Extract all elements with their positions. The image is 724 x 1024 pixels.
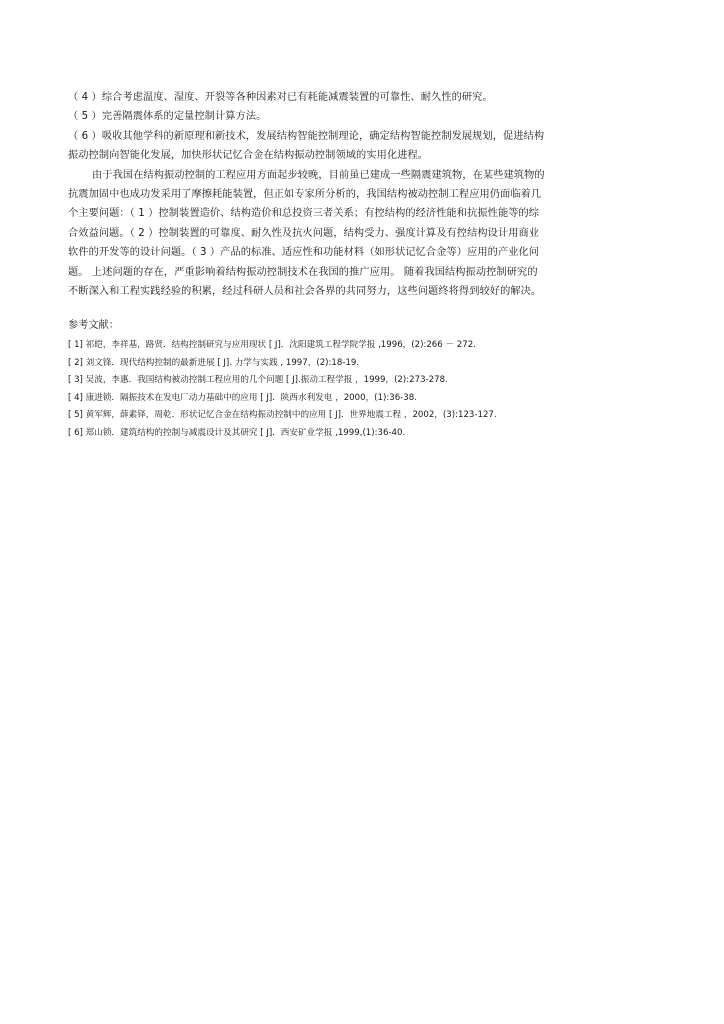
references-list: [68, 337, 644, 443]
reference-item: [ 4] 康进锁．隔振技术在发电厂动力基础中的应用 [ J]．陕西水利发电 ，2000，(1):36-38.: [68, 392, 417, 403]
body-line: 由于我国在结构振动控制的工程应用方面起步较晚，目前虽已建成一些隔震建筑物，在某些建筑物的: [92, 169, 545, 181]
reference-item: [ 5] 黄军辉，薛素铎，周乾．形状记忆合金在结构振动控制中的应用 [ J]．世界地震工程 ，2002，(3):123-127.: [68, 410, 497, 421]
references-heading: 参考文献：: [68, 320, 119, 331]
body-line: （ 4 ）综合考虑温度、湿度、开裂等各种因素对已有耗能减震装置的可靠性、耐久性的研究。: [68, 92, 493, 103]
reference-item: [ 1] 祁皑，李祥基，路贤．结构控制研究与应用现状 [ J]．沈阳建筑工程学院学报 ,1996，(2):266 － 272.: [68, 340, 476, 350]
body-line: （ 6 ）吸收其他学科的新原理和新技术，发展结构智能控制理论，确定结构智能控制发展规划，促进结构: [68, 130, 545, 142]
body-line: 振动控制向智能化发展，加快形状记忆合金在结构振动控制领域的实用化进程。: [68, 150, 429, 162]
body-line: 不断深入和工程实践经验的积累，经过科研人员和社会各界的共同努力，这些问题终将得到较好的解决。: [68, 285, 542, 297]
body-line: 抗震加固中也成功发采用了摩擦耗能装置，但正如专家所分析的，我国结构被动控制工程应用仍面临着几: [68, 188, 542, 200]
body-line: 合效益问题。（ 2 ）控制装置的可靠度、耐久性及抗火问题，结构受力、强度计算及有控结构设计用商业: [68, 227, 540, 239]
reference-item: [ 2] 刘文锋．现代结构控制的最新进展 [ J]. 力学与实践 , 1997，(2):18-19.: [68, 357, 360, 368]
body-line: 软件的开发等的设计问题。（ 3 ）产品的标准、适应性和功能材料（如形状记忆合金等）应用的产业化问: [68, 247, 540, 259]
body-line: （ 5 ）完善隔震体系的定量控制计算方法。: [68, 111, 267, 123]
body-line: 题。 上述问题的存在，严重影响着结构振动控制技术在我国的推广应用。 随着我国结构振动控制研究的: [68, 266, 538, 278]
body-line: 个主要问题：（ 1 ）控制装置造价、结构造价和总投资三者关系；有控结构的经济性能和抗振性能等的综: [68, 208, 540, 220]
reference-item: [ 6] 郑山锁．建筑结构的控制与减震设计及其研究 [ J]．西安矿业学报 ,1999,(1):36-40.: [68, 427, 406, 438]
reference-item: [ 3] 吴波，李惠．我国结构被动控制工程应用的几个问题 [ J].振动工程学报 ，1999，(2):273-278.: [68, 375, 448, 386]
body-text: [68, 88, 644, 301]
